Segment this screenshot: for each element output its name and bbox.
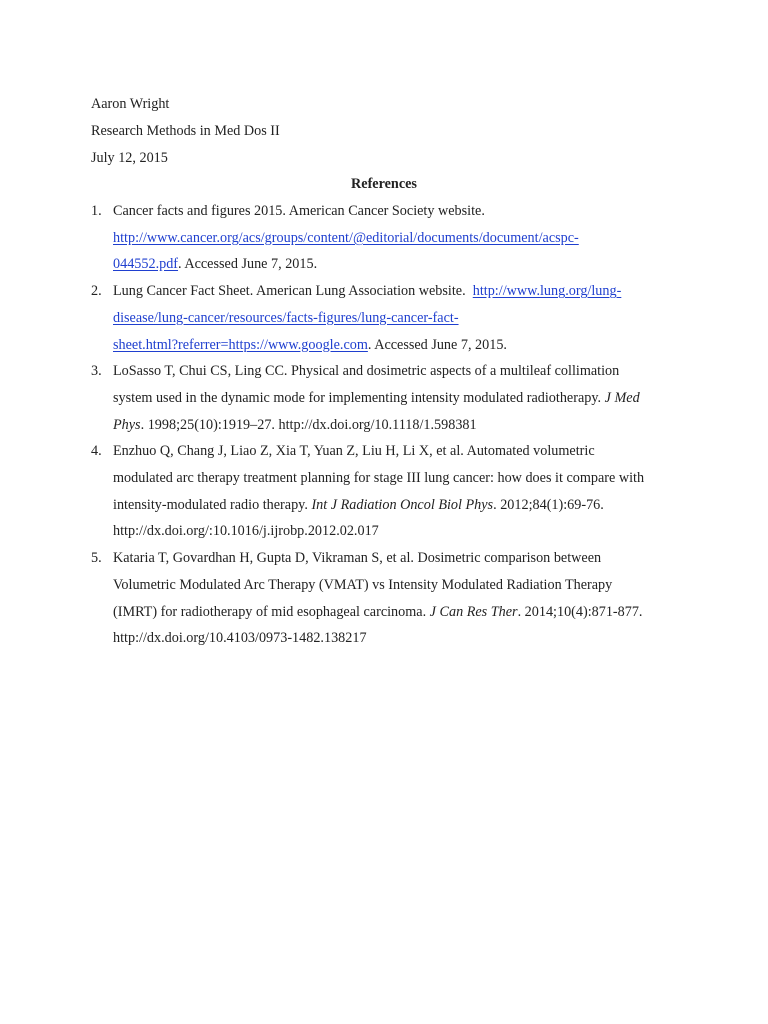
references-heading: References: [351, 176, 417, 192]
reference-text-line: Kataria T, Govardhan H, Gupta D, Vikraman S, et al. Dosimetric comparison between: [113, 550, 602, 567]
reference-text-line: LoSasso T, Chui CS, Ling CC. Physical and dosimetric aspects of a multileaf collimation: [113, 363, 620, 380]
reference-text-line: Volumetric Modulated Arc Therapy (VMAT) vs Intensity Modulated Radiation Therapy: [113, 576, 613, 593]
reference-number: 2.: [91, 283, 102, 300]
reference-item-2: [91, 278, 691, 358]
references-list: [91, 198, 691, 652]
reference-link[interactable]: http://www.lung.org/lung- disease/lung-cancer/resources/facts-figures/lung-cancer-fact- sheet.html?referrer=https://www.google.com: [113, 283, 622, 353]
reference-accessed: . Accessed June 7, 2015.: [178, 256, 318, 273]
reference-item-4: [91, 438, 691, 545]
course-name: Research Methods in Med Dos II: [91, 123, 280, 139]
reference-item-1: [91, 198, 691, 278]
reference-doi: http://dx.doi.org/:10.1016/j.ijrobp.2012.02.017: [113, 523, 379, 540]
journal-name: Phys: [113, 416, 141, 433]
reference-doi: http://dx.doi.org/10.4103/0973-1482.138217: [113, 630, 367, 647]
reference-citation: . 2014;10(4):871-877.: [517, 603, 643, 620]
reference-text-line: intensity-modulated radio therapy.: [113, 496, 308, 513]
document-date: July 12, 2015: [91, 150, 168, 166]
reference-number: 5.: [91, 550, 102, 567]
reference-number: 1.: [91, 203, 102, 219]
journal-name: J Med: [604, 389, 640, 406]
reference-citation: . 1998;25(10):1919–27. http://dx.doi.org/10.1118/1.598381: [140, 416, 477, 433]
reference-item-3: [91, 358, 691, 438]
reference-text-line: modulated arc therapy treatment planning for stage III lung cancer: how does it compare with: [113, 470, 645, 487]
reference-text: Cancer facts and figures 2015. American Cancer Society website.: [113, 203, 485, 219]
reference-number: 4.: [91, 443, 102, 460]
reference-text: Lung Cancer Fact Sheet. American Lung Association website.: [113, 283, 466, 300]
document-header: [91, 91, 280, 172]
author-name: Aaron Wright: [91, 96, 170, 112]
reference-item-5: [91, 545, 691, 652]
reference-text-line: system used in the dynamic mode for implementing intensity modulated radiotherapy.: [113, 389, 602, 406]
reference-accessed: . Accessed June 7, 2015.: [367, 336, 507, 353]
reference-number: 3.: [91, 363, 102, 380]
journal-name: J Can Res Ther: [429, 603, 518, 620]
reference-link[interactable]: http://www.cancer.org/acs/groups/content/@editorial/documents/document/acspc- 044552.pdf: [113, 229, 579, 273]
reference-text-line: Enzhuo Q, Chang J, Liao Z, Xia T, Yuan Z, Liu H, Li X, et al. Automated volumetric: [113, 443, 595, 460]
journal-name: Int J Radiation Oncol Biol Phys: [311, 496, 494, 513]
reference-text-line: (IMRT) for radiotherapy of mid esophageal carcinoma.: [113, 603, 427, 620]
reference-citation: . 2012;84(1):69-76.: [493, 496, 604, 513]
